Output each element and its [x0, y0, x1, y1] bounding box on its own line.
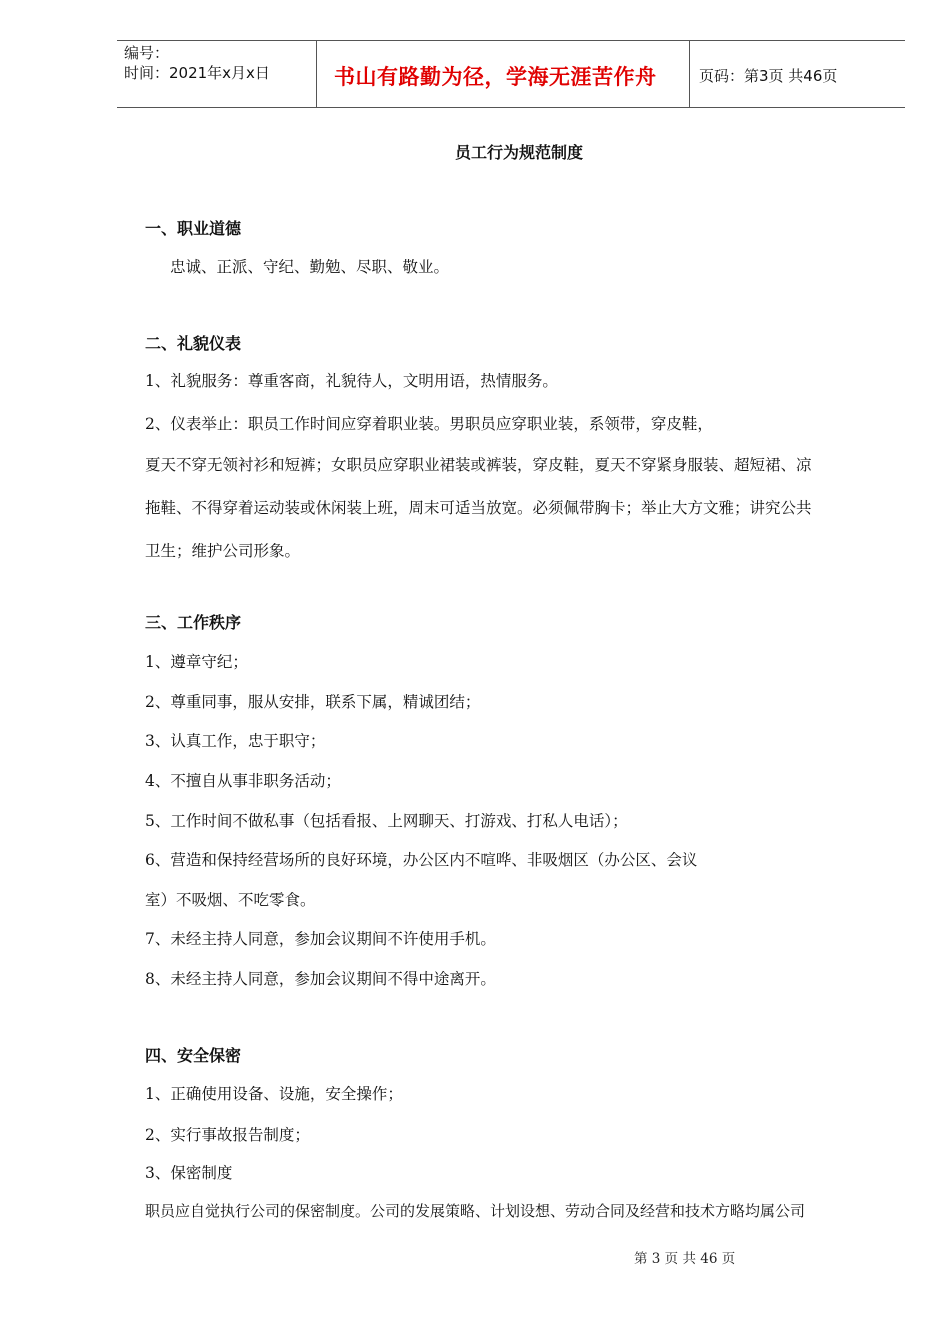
paragraph-line: 室）不吸烟、不吃零食。	[145, 891, 316, 909]
section-heading: 一、职业道德	[145, 219, 242, 238]
header-motto: 书山有路勤为径，学海无涯苦作舟	[334, 65, 657, 89]
header-page-info: 页码：第3页 共46页	[699, 67, 838, 85]
paragraph-line: 2、实行事故报告制度；	[145, 1126, 310, 1144]
header-number-label: 编号：	[124, 44, 170, 62]
header-bottom-rule	[117, 107, 905, 108]
paragraph-line: 4、不擅自从事非职务活动；	[145, 772, 341, 790]
paragraph-line: 6、营造和保持经营场所的良好环境，办公区内不喧哗、非吸烟区（办公区、会议	[145, 851, 698, 869]
page-footer: 第 3 页 共 46 页	[634, 1251, 736, 1267]
paragraph-line: 3、认真工作，忠于职守；	[145, 732, 326, 750]
paragraph-line: 3、保密制度	[145, 1164, 233, 1182]
paragraph-line: 2、仪表举止：职员工作时间应穿着职业装。男职员应穿职业装，系领带，穿皮鞋，	[145, 415, 713, 433]
document-title: 员工行为规范制度	[455, 143, 584, 162]
paragraph-line: 1、正确使用设备、设施，安全操作；	[145, 1085, 403, 1103]
section-heading: 二、礼貌仪表	[145, 334, 242, 353]
paragraph-line: 1、遵章守纪；	[145, 653, 248, 671]
paragraph-line: 8、未经主持人同意，参加会议期间不得中途离开。	[145, 970, 496, 988]
header-divider-left	[316, 40, 317, 107]
paragraph-line: 5、工作时间不做私事（包括看报、上网聊天、打游戏、打私人电话）；	[145, 812, 628, 830]
paragraph-line: 1、礼貌服务：尊重客商，礼貌待人，文明用语，热情服务。	[145, 372, 558, 390]
paragraph-line: 卫生；维护公司形象。	[145, 542, 301, 560]
header-time-label: 时间：2021年x月x日	[124, 64, 270, 82]
header-divider-right	[689, 40, 690, 107]
section-heading: 四、安全保密	[145, 1046, 242, 1065]
header-top-rule	[117, 40, 905, 41]
paragraph-line: 忠诚、正派、守纪、勤勉、尽职、敬业。	[170, 258, 450, 276]
paragraph-line: 职员应自觉执行公司的保密制度。公司的发展策略、计划设想、劳动合同及经营和技术方略均属公司	[145, 1202, 806, 1220]
paragraph-line: 2、尊重同事，服从安排，联系下属，精诚团结；	[145, 693, 481, 711]
paragraph-line: 拖鞋、不得穿着运动装或休闲装上班，周末可适当放宽。必须佩带胸卡；举止大方文雅；讲究公共	[145, 499, 812, 517]
paragraph-line: 7、未经主持人同意，参加会议期间不许使用手机。	[145, 930, 496, 948]
paragraph-line: 夏天不穿无领衬衫和短裤；女职员应穿职业裙装或裤装，穿皮鞋，夏天不穿紧身服装、超短裙、凉	[145, 456, 812, 474]
section-heading: 三、工作秩序	[145, 613, 242, 632]
